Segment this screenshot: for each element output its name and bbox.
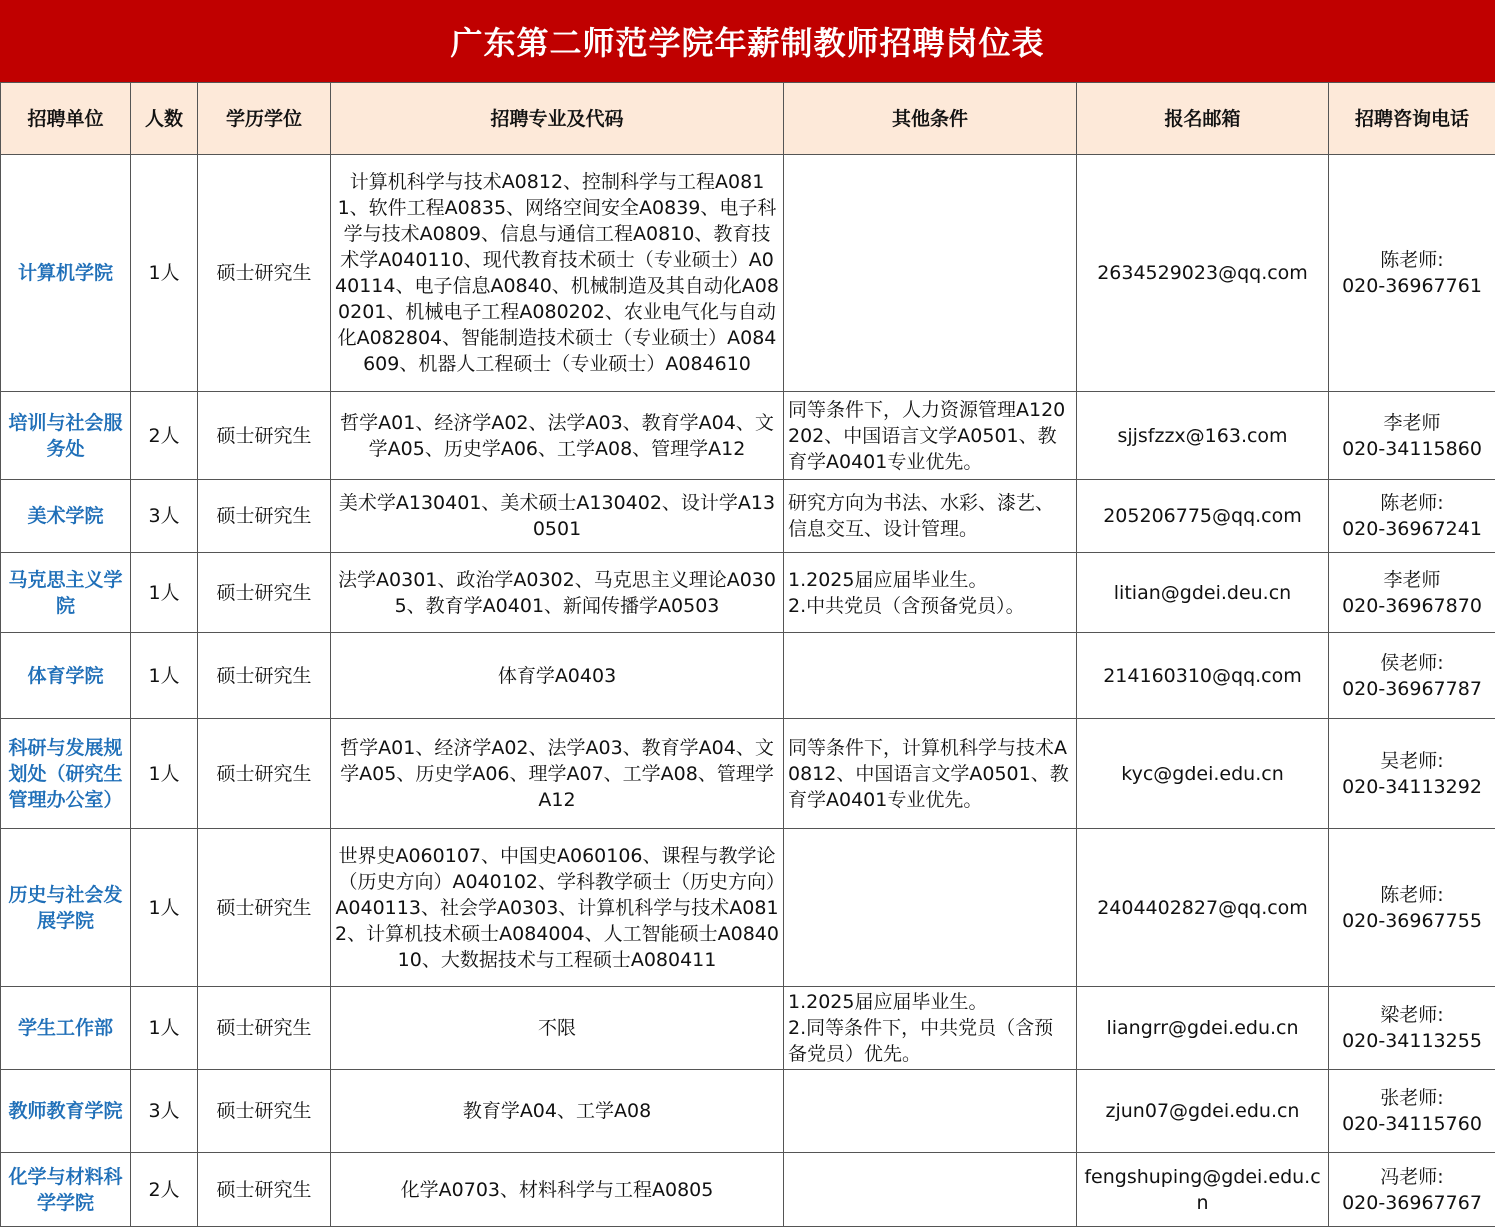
phone-cell (1329, 719, 1495, 829)
count-cell: 2人 (131, 392, 198, 480)
conditions-line: 1.2025届应届毕业生。 (788, 568, 988, 591)
phone-cell (1329, 480, 1495, 553)
count-cell: 1人 (131, 633, 198, 719)
conditions-cell (784, 719, 1077, 829)
unit-cell: 科研与发展规划处（研究生管理办公室） (1, 719, 131, 829)
phone-cell (1329, 633, 1495, 719)
header-degree: 学历学位 (198, 83, 331, 155)
header-majors: 招聘专业及代码 (331, 83, 784, 155)
majors-cell: 法学A0301、政治学A0302、马克思主义理论A0305、教育学A0401、新闻传播学A0503 (331, 553, 784, 633)
email-cell (1077, 633, 1329, 719)
majors-cell: 世界史A060107、中国史A060106、课程与教学论（历史方向）A040102、学科教学硕士（历史方向）A040113、社会学A0303、计算机科学与技术A0812、计算机技术硕士A084004、人工智能硕士A084010、大数据技术与工程硕士A080411 (331, 829, 784, 987)
conditions-line: 2.同等条件下，中共党员（含预备党员）优先。 (788, 1017, 1054, 1065)
table-title: 广东第二师范学院年薪制教师招聘岗位表 (0, 0, 1495, 83)
header-email: 报名邮箱 (1077, 83, 1329, 155)
phone-number: 020-34113255 (1342, 1030, 1482, 1052)
majors-cell: 不限 (331, 987, 784, 1070)
phone-number: 020-36967787 (1342, 677, 1482, 700)
conditions-cell (784, 1153, 1077, 1227)
conditions-cell (784, 392, 1077, 480)
unit-cell: 马克思主义学院 (1, 553, 131, 633)
table-row (1, 1153, 1495, 1227)
email-address[interactable]: zjun07@gdei.edu.cn (1105, 1100, 1300, 1122)
table-row (1, 155, 1495, 392)
phone-contact: 侯老师: (1380, 651, 1444, 674)
email-address[interactable]: 205206775@qq.com (1103, 505, 1302, 527)
conditions-line: 1.2025届应届毕业生。 (788, 991, 988, 1013)
count-cell: 2人 (131, 1153, 198, 1227)
conditions-line: 同等条件下，计算机科学与技术A0812、中国语言文学A0501、教育学A0401专业优先。 (788, 736, 1069, 811)
conditions-cell (784, 633, 1077, 719)
phone-contact: 李老师 (1383, 411, 1441, 434)
degree-cell: 硕士研究生 (198, 829, 331, 987)
email-address[interactable]: liangrr@gdei.edu.cn (1106, 1017, 1299, 1039)
phone-number: 020-36967755 (1342, 909, 1482, 932)
table-row (1, 553, 1495, 633)
phone-cell (1329, 987, 1495, 1070)
table-row (1, 392, 1495, 480)
header-row (1, 83, 1495, 155)
unit-cell: 教师教育学院 (1, 1070, 131, 1153)
phone-contact: 李老师 (1383, 568, 1441, 591)
phone-number: 020-36967767 (1342, 1191, 1482, 1214)
email-cell (1077, 1153, 1329, 1227)
unit-cell: 历史与社会发展学院 (1, 829, 131, 987)
count-cell: 3人 (131, 480, 198, 553)
conditions-cell (784, 553, 1077, 633)
header-count: 人数 (131, 83, 198, 155)
unit-cell: 学生工作部 (1, 987, 131, 1070)
phone-contact: 张老师: (1380, 1087, 1444, 1109)
table-body (1, 155, 1495, 1227)
conditions-line: 研究方向为书法、水彩、漆艺、信息交互、设计管理。 (788, 492, 1055, 540)
degree-cell: 硕士研究生 (198, 1070, 331, 1153)
email-cell (1077, 719, 1329, 829)
conditions-cell (784, 1070, 1077, 1153)
degree-cell: 硕士研究生 (198, 633, 331, 719)
majors-cell: 哲学A01、经济学A02、法学A03、教育学A04、文学A05、历史学A06、工学A08、管理学A12 (331, 392, 784, 480)
recruitment-table (0, 82, 1495, 1227)
table-row (1, 633, 1495, 719)
email-address[interactable]: 214160310@qq.com (1103, 664, 1302, 687)
conditions-line: 2.中共党员（含预备党员）。 (788, 594, 1025, 617)
header-conditions: 其他条件 (784, 83, 1077, 155)
email-cell (1077, 987, 1329, 1070)
degree-cell: 硕士研究生 (198, 392, 331, 480)
conditions-cell (784, 987, 1077, 1070)
phone-contact: 梁老师: (1380, 1004, 1444, 1026)
phone-contact: 吴老师: (1380, 749, 1444, 772)
email-address[interactable]: 2404402827@qq.com (1097, 896, 1308, 919)
phone-number: 020-36967241 (1342, 518, 1482, 540)
email-cell (1077, 480, 1329, 553)
unit-cell: 计算机学院 (1, 155, 131, 392)
unit-cell: 美术学院 (1, 480, 131, 553)
phone-contact: 陈老师: (1380, 492, 1444, 514)
phone-contact: 冯老师: (1380, 1165, 1444, 1188)
degree-cell: 硕士研究生 (198, 553, 331, 633)
count-cell: 1人 (131, 553, 198, 633)
email-address[interactable]: 2634529023@qq.com (1097, 262, 1308, 284)
phone-number: 020-34115760 (1342, 1113, 1482, 1135)
count-cell: 1人 (131, 155, 198, 392)
majors-cell: 哲学A01、经济学A02、法学A03、教育学A04、文学A05、历史学A06、理学A07、工学A08、管理学A12 (331, 719, 784, 829)
phone-cell (1329, 392, 1495, 480)
email-address[interactable]: sjjsfzzx@163.com (1117, 424, 1288, 447)
count-cell: 3人 (131, 1070, 198, 1153)
email-address[interactable]: fengshuping@gdei.edu.cn (1084, 1165, 1321, 1214)
phone-cell (1329, 829, 1495, 987)
email-cell (1077, 553, 1329, 633)
table-row (1, 719, 1495, 829)
table-row (1, 829, 1495, 987)
unit-cell: 化学与材料科学学院 (1, 1153, 131, 1227)
phone-cell (1329, 1070, 1495, 1153)
email-cell (1077, 829, 1329, 987)
conditions-line: 同等条件下，人力资源管理A120202、中国语言文学A0501、教育学A0401专业优先。 (788, 398, 1066, 473)
phone-cell (1329, 1153, 1495, 1227)
phone-number: 020-34113292 (1342, 775, 1482, 798)
email-cell (1077, 1070, 1329, 1153)
count-cell: 1人 (131, 719, 198, 829)
phone-cell (1329, 155, 1495, 392)
email-address[interactable]: litian@gdei.deu.cn (1113, 581, 1292, 604)
phone-contact: 陈老师: (1380, 249, 1444, 271)
conditions-cell (784, 480, 1077, 553)
unit-cell: 培训与社会服务处 (1, 392, 131, 480)
majors-cell: 美术学A130401、美术硕士A130402、设计学A130501 (331, 480, 784, 553)
majors-cell: 体育学A0403 (331, 633, 784, 719)
header-unit: 招聘单位 (1, 83, 131, 155)
degree-cell: 硕士研究生 (198, 719, 331, 829)
header-phone: 招聘咨询电话 (1329, 83, 1495, 155)
phone-number: 020-36967870 (1342, 594, 1482, 617)
majors-cell: 教育学A04、工学A08 (331, 1070, 784, 1153)
count-cell: 1人 (131, 829, 198, 987)
email-cell (1077, 392, 1329, 480)
phone-number: 020-36967761 (1342, 275, 1482, 297)
degree-cell: 硕士研究生 (198, 480, 331, 553)
degree-cell: 硕士研究生 (198, 155, 331, 392)
majors-cell: 化学A0703、材料科学与工程A0805 (331, 1153, 784, 1227)
email-address[interactable]: kyc@gdei.edu.cn (1121, 762, 1284, 785)
degree-cell: 硕士研究生 (198, 1153, 331, 1227)
table-row (1, 1070, 1495, 1153)
email-cell (1077, 155, 1329, 392)
unit-cell: 体育学院 (1, 633, 131, 719)
majors-cell: 计算机科学与技术A0812、控制科学与工程A0811、软件工程A0835、网络空间安全A0839、电子科学与技术A0809、信息与通信工程A0810、教育技术学A040110、现代教育技术硕士（专业硕士）A040114、电子信息A0840、机械制造及其自动化A080201、机械电子工程A080202、农业电气化与自动化A082804、智能制造技术硕士（专业硕士）A084609、机器人工程硕士（专业硕士）A084610 (331, 155, 784, 392)
table-row (1, 480, 1495, 553)
count-cell: 1人 (131, 987, 198, 1070)
table-row (1, 987, 1495, 1070)
degree-cell: 硕士研究生 (198, 987, 331, 1070)
conditions-cell (784, 829, 1077, 987)
phone-cell (1329, 553, 1495, 633)
phone-number: 020-34115860 (1342, 437, 1482, 460)
conditions-cell (784, 155, 1077, 392)
phone-contact: 陈老师: (1380, 883, 1444, 906)
